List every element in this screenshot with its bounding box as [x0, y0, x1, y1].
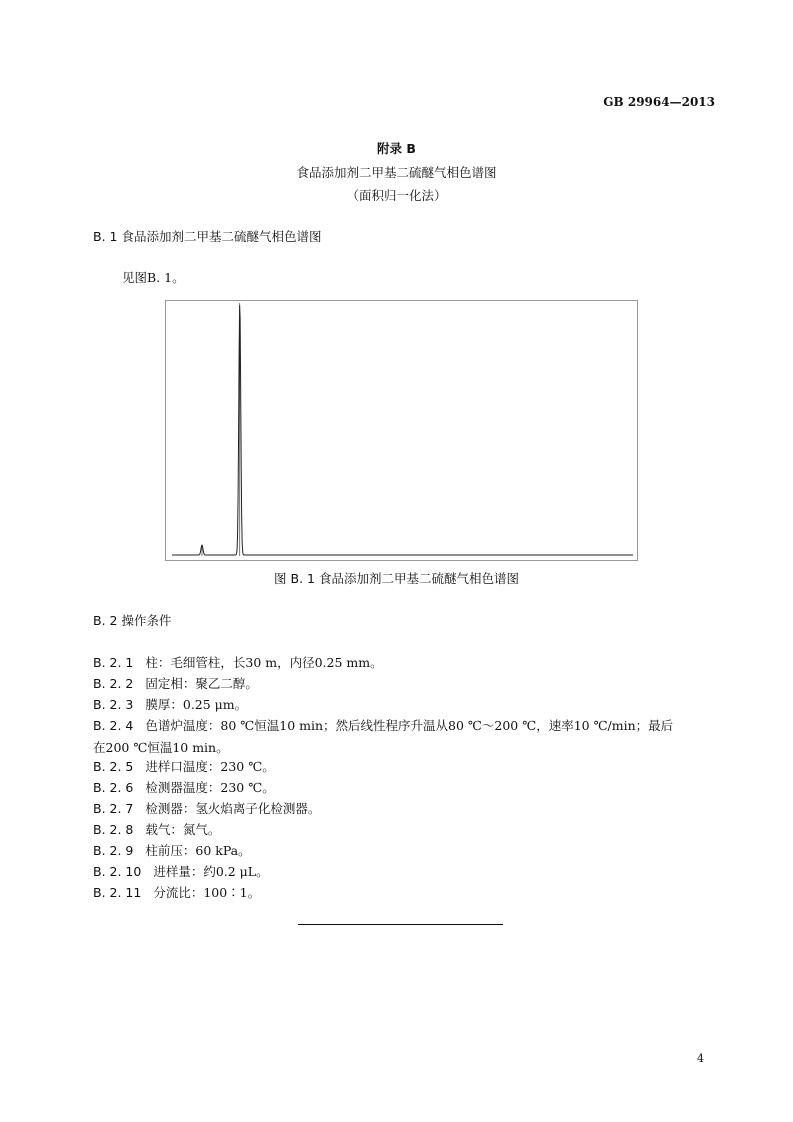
condition-text: 固定相：聚乙二醇。 — [145, 676, 258, 691]
condition-item — [93, 799, 320, 817]
figure-caption: 图 B. 1 食品添加剂二甲基二硫醚气相色谱图 — [274, 571, 519, 586]
condition-number: B. 2. 1 — [93, 655, 134, 670]
condition-item — [93, 778, 275, 796]
chromatogram-figure — [165, 300, 638, 561]
condition-number: B. 2. 6 — [93, 780, 134, 795]
condition-number: B. 2. 10 — [93, 864, 142, 879]
condition-text: 载气：氮气。 — [145, 822, 221, 837]
condition-text: 色谱炉温度：80 ℃恒温10 min；然后线性程序升温从80 ℃～200 ℃，速率10 ℃/min；最后 — [145, 718, 674, 733]
condition-item — [93, 674, 258, 692]
condition-item — [93, 653, 383, 671]
condition-item — [93, 862, 269, 880]
condition-number: B. 2. 5 — [93, 759, 134, 774]
condition-number: B. 2. 8 — [93, 822, 134, 837]
condition-number: B. 2. 7 — [93, 801, 134, 816]
condition-text: 膜厚：0.25 μm。 — [145, 697, 248, 712]
end-rule — [298, 924, 503, 925]
condition-number: B. 2. 3 — [93, 697, 134, 712]
condition-text: 检测器温度：230 ℃。 — [145, 780, 275, 795]
chromatogram-trace — [172, 305, 633, 555]
condition-text: 柱前压：60 kPa。 — [145, 843, 251, 858]
condition-number: B. 2. 11 — [93, 885, 142, 900]
condition-text: 分流比：100∶1。 — [153, 885, 261, 900]
see-figure-text: 见图B. 1。 — [122, 270, 185, 285]
appendix-subtitle: （面积归一化法） — [346, 188, 447, 203]
chromatogram-svg — [166, 301, 637, 560]
condition-continuation: 在200 ℃恒温10 min。 — [93, 740, 229, 755]
condition-text: 进样口温度：230 ℃。 — [145, 759, 275, 774]
condition-item — [93, 841, 251, 859]
condition-item — [93, 883, 260, 901]
appendix-label: 附录 B — [377, 141, 416, 156]
condition-number: B. 2. 4 — [93, 718, 134, 733]
condition-text: 检测器：氢火焰离子化检测器。 — [145, 801, 321, 816]
condition-text: 进样量：约0.2 μL。 — [153, 864, 269, 879]
condition-item — [93, 757, 275, 775]
section-b1-heading: B. 1 食品添加剂二甲基二硫醚气相色谱图 — [93, 229, 322, 244]
condition-item — [93, 820, 220, 838]
page-number: 4 — [697, 1052, 704, 1065]
condition-number: B. 2. 2 — [93, 676, 134, 691]
standard-code: GB 29964—2013 — [603, 95, 715, 109]
condition-item — [93, 716, 673, 734]
condition-text: 柱：毛细管柱，长30 m，内径0.25 mm。 — [145, 655, 383, 670]
condition-number: B. 2. 9 — [93, 843, 134, 858]
condition-item — [93, 695, 247, 713]
appendix-title: 食品添加剂二甲基二硫醚气相色谱图 — [296, 165, 497, 180]
section-b2-heading: B. 2 操作条件 — [93, 613, 172, 628]
